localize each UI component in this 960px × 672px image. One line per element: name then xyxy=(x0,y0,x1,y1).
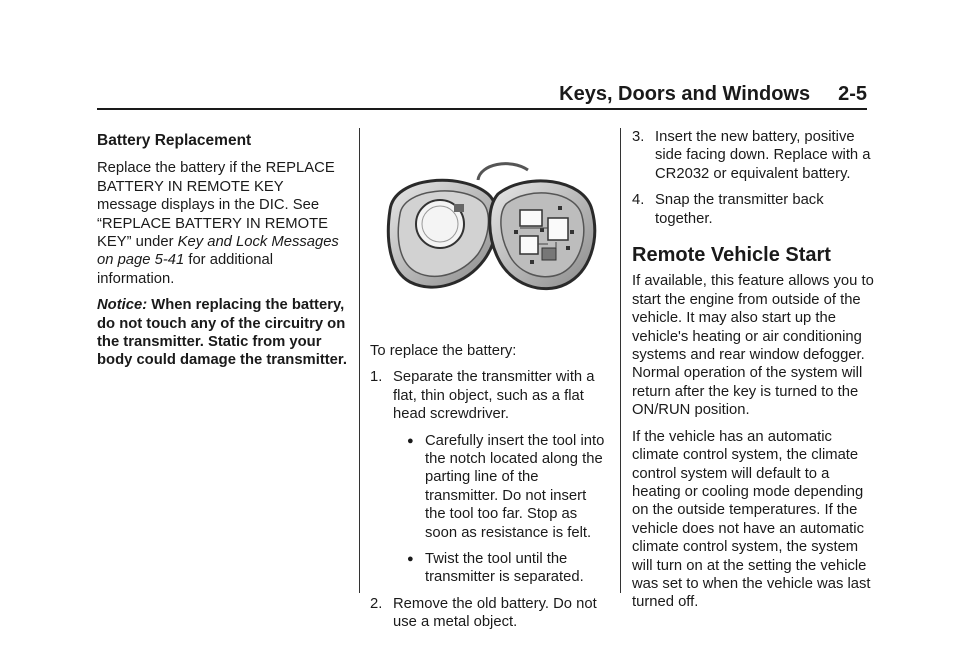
column-2 xyxy=(370,128,610,640)
bullet-2-text: Twist the tool until the transmitter is separated. xyxy=(425,551,584,586)
page-number: 2-5 xyxy=(838,83,867,105)
step-1-text: Separate the transmitter with a flat, thin object, such as a flat head screwdriver. xyxy=(393,369,595,423)
step-1-number: 1. xyxy=(370,369,383,386)
replace-intro: To replace the battery: xyxy=(370,343,517,359)
step-3-text: Insert the new battery, positive side facing down. Replace with a CR2032 or equivalent battery. xyxy=(655,129,871,182)
step-3 xyxy=(632,128,877,183)
step-4 xyxy=(632,191,877,228)
column-divider-2 xyxy=(620,128,621,593)
column-1 xyxy=(97,128,347,378)
bullet-2 xyxy=(370,550,610,587)
column-3 xyxy=(632,128,877,620)
step-2 xyxy=(370,595,610,632)
page-header xyxy=(97,80,867,106)
header-rule xyxy=(97,108,867,110)
bullet-icon: ● xyxy=(407,553,414,566)
step-4-number: 4. xyxy=(632,192,645,209)
transmitter-illustration xyxy=(370,132,610,332)
notice-paragraph: Notice: When replacing the battery, do not touch any of the circuitry on the transmitter. Static from your body could damage the transmitter. xyxy=(97,297,347,369)
battery-replacement-paragraph: Replace the battery if the REPLACE BATTERY IN REMOTE KEY message displays in the DIC. See “REPLACE BATTERY IN REMOTE KEY” under Key and Lock Messages on page 5-41 for additional information. xyxy=(97,160,339,287)
bullet-1-text: Carefully insert the tool into the notch located along the parting line of the transmitter. Do not insert the tool too far. Stop as soon as resistance is felt. xyxy=(425,432,605,541)
step-2-number: 2. xyxy=(370,595,383,612)
step-2-text: Remove the old battery. Do not use a metal object. xyxy=(393,595,597,631)
step-3-number: 3. xyxy=(632,129,645,145)
remote-vehicle-start-heading: Remote Vehicle Start xyxy=(632,244,831,267)
section-title: Keys, Doors and Windows xyxy=(559,83,811,105)
cross-reference-link[interactable]: Key and Lock Messages on page 5-41 xyxy=(97,234,339,269)
bullet-1 xyxy=(370,432,610,542)
step-4-text: Snap the transmitter back together. xyxy=(655,192,824,227)
battery-replacement-heading: Battery Replacement xyxy=(97,132,252,149)
step-1 xyxy=(370,368,610,423)
notice-label: Notice: xyxy=(97,297,148,314)
bullet-icon: ● xyxy=(407,434,414,447)
column-divider-1 xyxy=(359,128,360,593)
remote-start-paragraph-2: If the vehicle has an automatic climate control system, the climate control system will default to a heating or cooling mode depending on the outside temperatures. If the vehicle does not have an automatic climate control system, the system will turn on at the setting the vehicle was set to when the vehicle was last turned off. xyxy=(632,428,871,611)
remote-start-paragraph-1: If available, this feature allows you to start the engine from outside of the vehicle. It may also start up the vehicle's heating or air conditioning systems and rear window defogger. Normal operation of the system will return after the key is turned to the ON/RUN position. xyxy=(632,273,874,419)
transmitter-open-icon xyxy=(370,132,610,332)
